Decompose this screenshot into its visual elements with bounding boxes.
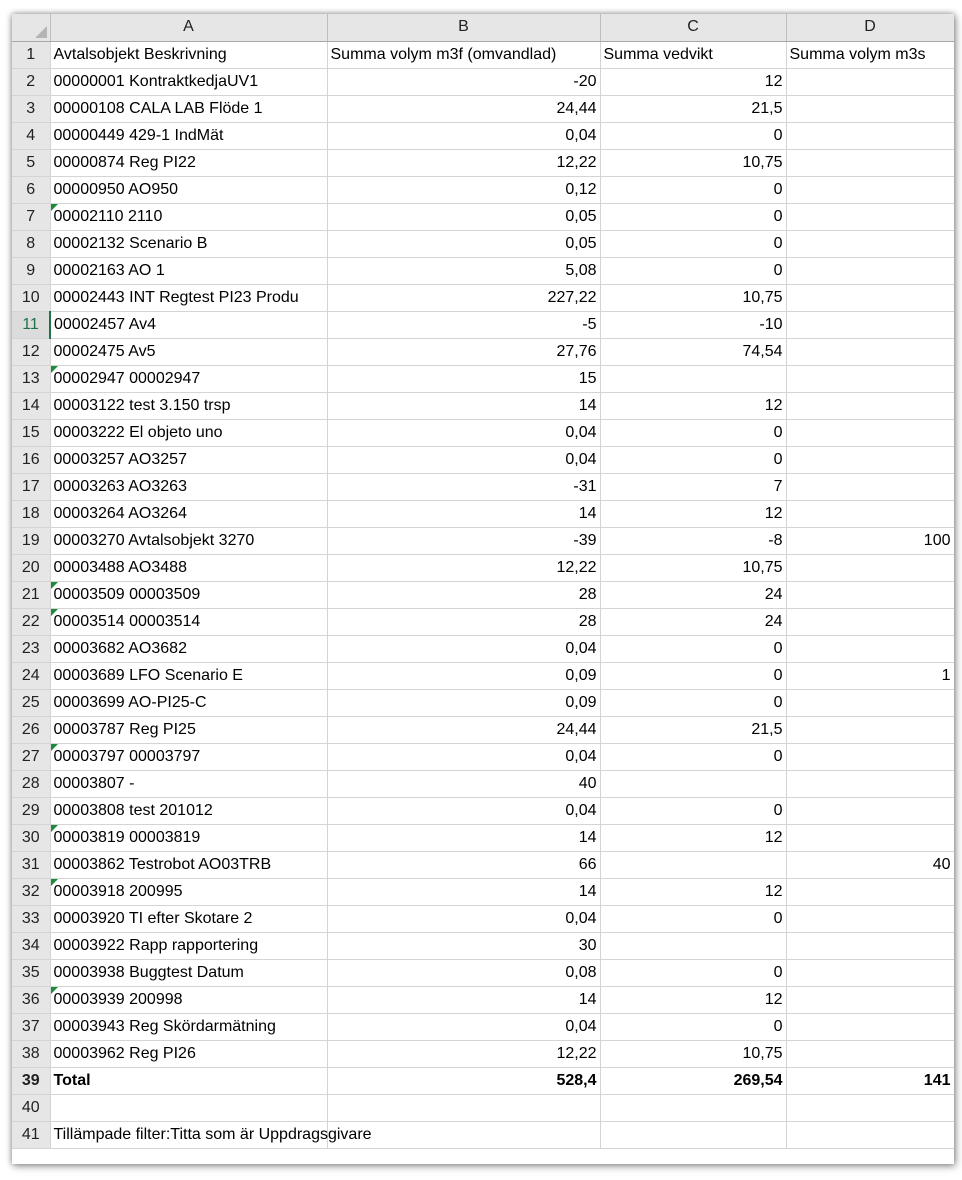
cell-wood-weight[interactable]: 0 bbox=[600, 1013, 786, 1040]
row-header[interactable]: 28 bbox=[12, 770, 50, 797]
column-header-c[interactable]: C bbox=[600, 14, 786, 41]
cell-wood-weight[interactable]: 12 bbox=[600, 878, 786, 905]
cell-volume-m3f[interactable]: 0,04 bbox=[327, 122, 600, 149]
cell-description[interactable]: 00000950 AO950 bbox=[50, 176, 327, 203]
cell-volume-m3f[interactable]: 14 bbox=[327, 392, 600, 419]
row-header[interactable]: 32 bbox=[12, 878, 50, 905]
cell-volume-m3s[interactable] bbox=[786, 689, 954, 716]
sheet-grid bbox=[12, 14, 954, 1149]
row-header[interactable]: 36 bbox=[12, 986, 50, 1013]
cell-wood-weight[interactable]: 12 bbox=[600, 824, 786, 851]
row-header[interactable]: 14 bbox=[12, 392, 50, 419]
table-row bbox=[12, 95, 954, 122]
cell-volume-m3s[interactable] bbox=[786, 959, 954, 986]
cell-volume-m3f[interactable]: 14 bbox=[327, 824, 600, 851]
cell-wood-weight[interactable]: 0 bbox=[600, 635, 786, 662]
cell-volume-m3s[interactable] bbox=[786, 68, 954, 95]
table-row bbox=[12, 716, 954, 743]
table-row bbox=[12, 662, 954, 689]
cell-description[interactable]: 00000874 Reg PI22 bbox=[50, 149, 327, 176]
table-row bbox=[12, 257, 954, 284]
cell-volume-m3s[interactable] bbox=[786, 365, 954, 392]
table-row bbox=[12, 986, 954, 1013]
cell-volume-m3s[interactable] bbox=[786, 473, 954, 500]
cell-volume-m3f[interactable]: 5,08 bbox=[327, 257, 600, 284]
cell-volume-m3f[interactable]: 24,44 bbox=[327, 716, 600, 743]
row-header[interactable]: 15 bbox=[12, 419, 50, 446]
cell-wood-weight[interactable]: 0 bbox=[600, 959, 786, 986]
header-row bbox=[12, 41, 954, 68]
table-row bbox=[12, 635, 954, 662]
row-header[interactable]: 34 bbox=[12, 932, 50, 959]
table-row bbox=[12, 581, 954, 608]
cell-description[interactable]: 00003819 00003819 bbox=[50, 824, 327, 851]
cell-wood-weight[interactable]: 0 bbox=[600, 203, 786, 230]
cell-volume-m3s[interactable] bbox=[786, 716, 954, 743]
cell-volume-m3f[interactable]: 528,4 bbox=[327, 1067, 600, 1094]
cell-volume-m3f[interactable]: 15 bbox=[327, 365, 600, 392]
cell-volume-m3f[interactable]: 14 bbox=[327, 500, 600, 527]
table-row bbox=[12, 311, 954, 338]
cell-description[interactable]: 00003938 Buggtest Datum bbox=[50, 959, 327, 986]
cell-volume-m3s[interactable] bbox=[786, 824, 954, 851]
row-header[interactable]: 8 bbox=[12, 230, 50, 257]
cell-description[interactable]: Total bbox=[50, 1067, 327, 1094]
row-header[interactable]: 11 bbox=[12, 311, 50, 338]
cell-wood-weight[interactable] bbox=[600, 851, 786, 878]
row-header[interactable]: 26 bbox=[12, 716, 50, 743]
table-row bbox=[12, 149, 954, 176]
cell-wood-weight[interactable]: 21,5 bbox=[600, 716, 786, 743]
table-row bbox=[12, 743, 954, 770]
cell-volume-m3s[interactable] bbox=[786, 581, 954, 608]
cell-description[interactable]: 00003122 test 3.150 trsp bbox=[50, 392, 327, 419]
cell-wood-weight[interactable]: 0 bbox=[600, 797, 786, 824]
cell-description[interactable]: 00003682 AO3682 bbox=[50, 635, 327, 662]
row-header[interactable]: 38 bbox=[12, 1040, 50, 1067]
cell-wood-weight[interactable]: 0 bbox=[600, 257, 786, 284]
cell-volume-m3f[interactable]: 12,22 bbox=[327, 149, 600, 176]
cell-volume-m3s[interactable] bbox=[786, 203, 954, 230]
cell-volume-m3f[interactable]: 0,05 bbox=[327, 230, 600, 257]
cell-description[interactable]: 00002110 2110 bbox=[50, 203, 327, 230]
cell-description[interactable]: 00003270 Avtalsobjekt 3270 bbox=[50, 527, 327, 554]
table-row bbox=[12, 1040, 954, 1067]
row-header[interactable]: 17 bbox=[12, 473, 50, 500]
cell-wood-weight[interactable]: 0 bbox=[600, 446, 786, 473]
cell-wood-weight[interactable]: 12 bbox=[600, 68, 786, 95]
row-header[interactable]: 16 bbox=[12, 446, 50, 473]
table-row bbox=[12, 473, 954, 500]
cell-volume-m3s[interactable] bbox=[786, 1094, 954, 1121]
cell-description[interactable]: 00000449 429-1 IndMät bbox=[50, 122, 327, 149]
cell-volume-m3s[interactable] bbox=[786, 743, 954, 770]
table-row bbox=[12, 176, 954, 203]
cell-volume-m3s[interactable]: 40 bbox=[786, 851, 954, 878]
cell-description[interactable]: 00003943 Reg Skördarmätning bbox=[50, 1013, 327, 1040]
column-header-a[interactable]: A bbox=[50, 14, 327, 41]
cell-wood-weight[interactable]: 10,75 bbox=[600, 554, 786, 581]
cell-volume-m3f[interactable]: 40 bbox=[327, 770, 600, 797]
cell-wood-weight[interactable]: 0 bbox=[600, 419, 786, 446]
cell-description[interactable]: 00002132 Scenario B bbox=[50, 230, 327, 257]
cell-wood-weight[interactable] bbox=[600, 1121, 786, 1148]
cell-wood-weight[interactable]: -8 bbox=[600, 527, 786, 554]
cell-description[interactable]: 00002475 Av5 bbox=[50, 338, 327, 365]
row-header[interactable]: 21 bbox=[12, 581, 50, 608]
sheet-body bbox=[12, 41, 954, 1148]
cell-volume-m3f[interactable]: -5 bbox=[327, 311, 600, 338]
cell-volume-m3s[interactable] bbox=[786, 635, 954, 662]
cell-description[interactable]: 00003689 LFO Scenario E bbox=[50, 662, 327, 689]
cell-wood-weight[interactable]: 0 bbox=[600, 662, 786, 689]
row-header[interactable]: 3 bbox=[12, 95, 50, 122]
row-header[interactable]: 4 bbox=[12, 122, 50, 149]
cell-wood-weight[interactable]: 7 bbox=[600, 473, 786, 500]
table-row bbox=[12, 203, 954, 230]
cell-description[interactable]: 00002457 Av4 bbox=[50, 311, 327, 338]
cell-volume-m3f[interactable]: 28 bbox=[327, 581, 600, 608]
cell-volume-m3f[interactable]: 0,04 bbox=[327, 743, 600, 770]
cell-description[interactable]: 00002163 AO 1 bbox=[50, 257, 327, 284]
cell-volume-m3s[interactable] bbox=[786, 338, 954, 365]
cell-volume-m3s[interactable] bbox=[786, 230, 954, 257]
cell-volume-m3f[interactable]: 0,04 bbox=[327, 797, 600, 824]
cell-description[interactable]: 00003807 - bbox=[50, 770, 327, 797]
cell-volume-m3s[interactable] bbox=[786, 446, 954, 473]
cell-description[interactable]: 00003862 Testrobot AO03TRB bbox=[50, 851, 327, 878]
cell-volume-m3f[interactable]: 66 bbox=[327, 851, 600, 878]
cell-wood-weight[interactable]: 21,5 bbox=[600, 95, 786, 122]
cell-volume-m3f[interactable]: 27,76 bbox=[327, 338, 600, 365]
cell-description[interactable]: 00003699 AO-PI25-C bbox=[50, 689, 327, 716]
cell-wood-weight[interactable]: 24 bbox=[600, 581, 786, 608]
table-row bbox=[12, 824, 954, 851]
table-row bbox=[12, 122, 954, 149]
table-row bbox=[12, 959, 954, 986]
cell-volume-m3s[interactable] bbox=[786, 176, 954, 203]
cell-wood-weight[interactable]: 0 bbox=[600, 122, 786, 149]
table-row bbox=[12, 770, 954, 797]
cell-volume-m3f[interactable]: -31 bbox=[327, 473, 600, 500]
cell-description[interactable]: 00003222 El objeto uno bbox=[50, 419, 327, 446]
table-row bbox=[12, 689, 954, 716]
column-header-row bbox=[12, 14, 954, 41]
total-row bbox=[12, 1067, 954, 1094]
cell-description[interactable]: 00003918 200995 bbox=[50, 878, 327, 905]
cell-volume-m3f[interactable]: -20 bbox=[327, 68, 600, 95]
table-row bbox=[12, 446, 954, 473]
table-row bbox=[12, 797, 954, 824]
cell-wood-weight[interactable] bbox=[600, 770, 786, 797]
row-header[interactable]: 13 bbox=[12, 365, 50, 392]
spreadsheet bbox=[12, 14, 954, 1164]
cell-volume-m3s[interactable] bbox=[786, 500, 954, 527]
cell-description[interactable]: 00003808 test 201012 bbox=[50, 797, 327, 824]
cell-volume-m3s[interactable] bbox=[786, 149, 954, 176]
table-row bbox=[12, 500, 954, 527]
cell-volume-m3s[interactable] bbox=[786, 905, 954, 932]
cell-volume-m3f[interactable]: 0,04 bbox=[327, 446, 600, 473]
cell-volume-m3s[interactable] bbox=[786, 1040, 954, 1067]
cell-volume-m3f[interactable]: 12,22 bbox=[327, 554, 600, 581]
select-all-corner[interactable] bbox=[12, 14, 50, 41]
cell-wood-weight[interactable]: 0 bbox=[600, 176, 786, 203]
row-header[interactable]: 1 bbox=[12, 41, 50, 68]
cell-volume-m3f[interactable]: 0,08 bbox=[327, 959, 600, 986]
cell-volume-m3f[interactable]: 12,22 bbox=[327, 1040, 600, 1067]
table-row bbox=[12, 68, 954, 95]
row-header[interactable]: 2 bbox=[12, 68, 50, 95]
cell-description[interactable]: 00003920 TI efter Skotare 2 bbox=[50, 905, 327, 932]
cell-volume-m3f[interactable]: 0,12 bbox=[327, 176, 600, 203]
cell-volume-m3s[interactable] bbox=[786, 419, 954, 446]
row-header[interactable]: 24 bbox=[12, 662, 50, 689]
row-header[interactable]: 41 bbox=[12, 1121, 50, 1148]
cell-header-wood-weight[interactable]: Summa vedvikt bbox=[600, 41, 786, 68]
row-header[interactable]: 10 bbox=[12, 284, 50, 311]
row-header[interactable]: 25 bbox=[12, 689, 50, 716]
cell-volume-m3f[interactable]: 30 bbox=[327, 932, 600, 959]
cell-header-volume-m3f[interactable]: Summa volym m3f (omvandlad) bbox=[327, 41, 600, 68]
cell-volume-m3f[interactable]: 0,09 bbox=[327, 689, 600, 716]
cell-wood-weight[interactable]: 10,75 bbox=[600, 149, 786, 176]
empty-row bbox=[12, 1094, 954, 1121]
cell-description[interactable]: 00000108 CALA LAB Flöde 1 bbox=[50, 95, 327, 122]
cell-volume-m3f[interactable]: 0,04 bbox=[327, 419, 600, 446]
cell-description[interactable]: 00003514 00003514 bbox=[50, 608, 327, 635]
cell-wood-weight[interactable] bbox=[600, 1094, 786, 1121]
table-row bbox=[12, 284, 954, 311]
cell-volume-m3f[interactable]: 0,05 bbox=[327, 203, 600, 230]
cell-description[interactable]: 00003257 AO3257 bbox=[50, 446, 327, 473]
column-header-d[interactable]: D bbox=[786, 14, 954, 41]
table-row bbox=[12, 851, 954, 878]
cell-header-description[interactable]: Avtalsobjekt Beskrivning bbox=[50, 41, 327, 68]
table-row bbox=[12, 878, 954, 905]
row-header[interactable]: 33 bbox=[12, 905, 50, 932]
row-header[interactable]: 12 bbox=[12, 338, 50, 365]
row-header[interactable]: 37 bbox=[12, 1013, 50, 1040]
cell-wood-weight[interactable]: 0 bbox=[600, 743, 786, 770]
row-header[interactable]: 22 bbox=[12, 608, 50, 635]
cell-volume-m3f[interactable]: 227,22 bbox=[327, 284, 600, 311]
cell-volume-m3s[interactable] bbox=[786, 122, 954, 149]
row-header[interactable]: 5 bbox=[12, 149, 50, 176]
cell-volume-m3f[interactable] bbox=[327, 1094, 600, 1121]
cell-wood-weight[interactable]: 0 bbox=[600, 905, 786, 932]
cell-description[interactable]: 00003263 AO3263 bbox=[50, 473, 327, 500]
cell-description[interactable]: 00003509 00003509 bbox=[50, 581, 327, 608]
filter-row bbox=[12, 1121, 954, 1148]
row-header[interactable]: 30 bbox=[12, 824, 50, 851]
cell-volume-m3f[interactable]: 0,04 bbox=[327, 1013, 600, 1040]
row-header[interactable]: 7 bbox=[12, 203, 50, 230]
cell-volume-m3s[interactable]: 100 bbox=[786, 527, 954, 554]
row-header[interactable]: 20 bbox=[12, 554, 50, 581]
table-row bbox=[12, 338, 954, 365]
cell-volume-m3s[interactable] bbox=[786, 392, 954, 419]
cell-volume-m3s[interactable] bbox=[786, 1121, 954, 1148]
cell-description[interactable]: 00002947 00002947 bbox=[50, 365, 327, 392]
row-header[interactable]: 29 bbox=[12, 797, 50, 824]
cell-volume-m3s[interactable] bbox=[786, 257, 954, 284]
cell-wood-weight[interactable] bbox=[600, 932, 786, 959]
table-row bbox=[12, 905, 954, 932]
cell-volume-m3s[interactable] bbox=[786, 311, 954, 338]
cell-wood-weight[interactable]: 74,54 bbox=[600, 338, 786, 365]
cell-wood-weight[interactable]: 269,54 bbox=[600, 1067, 786, 1094]
applied-filter-text[interactable]: Tillämpade filter:Titta som är Uppdragsgivare bbox=[50, 1121, 327, 1148]
cell-wood-weight[interactable]: -10 bbox=[600, 311, 786, 338]
cell-volume-m3s[interactable] bbox=[786, 878, 954, 905]
table-row bbox=[12, 419, 954, 446]
cell-volume-m3s[interactable] bbox=[786, 1013, 954, 1040]
table-row bbox=[12, 527, 954, 554]
cell-volume-m3s[interactable] bbox=[786, 608, 954, 635]
cell-volume-m3f[interactable]: 0,04 bbox=[327, 905, 600, 932]
cell-description[interactable]: 00003939 200998 bbox=[50, 986, 327, 1013]
cell-volume-m3s[interactable] bbox=[786, 797, 954, 824]
table-row bbox=[12, 608, 954, 635]
row-header[interactable]: 6 bbox=[12, 176, 50, 203]
row-header[interactable]: 35 bbox=[12, 959, 50, 986]
table-row bbox=[12, 1013, 954, 1040]
row-header[interactable]: 27 bbox=[12, 743, 50, 770]
row-header[interactable]: 19 bbox=[12, 527, 50, 554]
cell-volume-m3f[interactable]: 24,44 bbox=[327, 95, 600, 122]
row-header[interactable]: 40 bbox=[12, 1094, 50, 1121]
column-header-b[interactable]: B bbox=[327, 14, 600, 41]
cell-description[interactable]: 00003787 Reg PI25 bbox=[50, 716, 327, 743]
cell-wood-weight[interactable]: 0 bbox=[600, 689, 786, 716]
cell-volume-m3s[interactable] bbox=[786, 932, 954, 959]
cell-wood-weight[interactable]: 10,75 bbox=[600, 284, 786, 311]
cell-description[interactable] bbox=[50, 1094, 327, 1121]
cell-description[interactable]: 00003797 00003797 bbox=[50, 743, 327, 770]
cell-wood-weight[interactable]: 0 bbox=[600, 230, 786, 257]
cell-wood-weight[interactable]: 24 bbox=[600, 608, 786, 635]
cell-volume-m3f[interactable]: 14 bbox=[327, 986, 600, 1013]
cell-wood-weight[interactable] bbox=[600, 365, 786, 392]
table-row bbox=[12, 932, 954, 959]
cell-description[interactable]: 00002443 INT Regtest PI23 Produ bbox=[50, 284, 327, 311]
cell-wood-weight[interactable]: 10,75 bbox=[600, 1040, 786, 1067]
cell-volume-m3f[interactable]: 28 bbox=[327, 608, 600, 635]
cell-volume-m3f[interactable]: 0,09 bbox=[327, 662, 600, 689]
cell-header-volume-m3s[interactable]: Summa volym m3s bbox=[786, 41, 954, 68]
cell-volume-m3s[interactable] bbox=[786, 284, 954, 311]
cell-description[interactable]: 00003264 AO3264 bbox=[50, 500, 327, 527]
row-header[interactable]: 39 bbox=[12, 1067, 50, 1094]
cell-wood-weight[interactable]: 12 bbox=[600, 986, 786, 1013]
table-row bbox=[12, 554, 954, 581]
table-row bbox=[12, 365, 954, 392]
table-row bbox=[12, 392, 954, 419]
cell-wood-weight[interactable]: 12 bbox=[600, 392, 786, 419]
cell-volume-m3f[interactable]: -39 bbox=[327, 527, 600, 554]
row-header[interactable]: 18 bbox=[12, 500, 50, 527]
row-header[interactable]: 31 bbox=[12, 851, 50, 878]
cell-description[interactable]: 00003962 Reg PI26 bbox=[50, 1040, 327, 1067]
cell-description[interactable]: 00003922 Rapp rapportering bbox=[50, 932, 327, 959]
row-header[interactable]: 9 bbox=[12, 257, 50, 284]
row-header[interactable]: 23 bbox=[12, 635, 50, 662]
cell-volume-m3f[interactable]: 14 bbox=[327, 878, 600, 905]
cell-volume-m3s[interactable] bbox=[786, 986, 954, 1013]
cell-volume-m3s[interactable]: 141 bbox=[786, 1067, 954, 1094]
cell-wood-weight[interactable]: 12 bbox=[600, 500, 786, 527]
cell-volume-m3s[interactable] bbox=[786, 95, 954, 122]
cell-volume-m3s[interactable]: 1 bbox=[786, 662, 954, 689]
table-row bbox=[12, 230, 954, 257]
cell-description[interactable]: 00000001 KontraktkedjaUV1 bbox=[50, 68, 327, 95]
cell-volume-m3s[interactable] bbox=[786, 554, 954, 581]
cell-volume-m3f[interactable]: 0,04 bbox=[327, 635, 600, 662]
cell-volume-m3s[interactable] bbox=[786, 770, 954, 797]
cell-description[interactable]: 00003488 AO3488 bbox=[50, 554, 327, 581]
